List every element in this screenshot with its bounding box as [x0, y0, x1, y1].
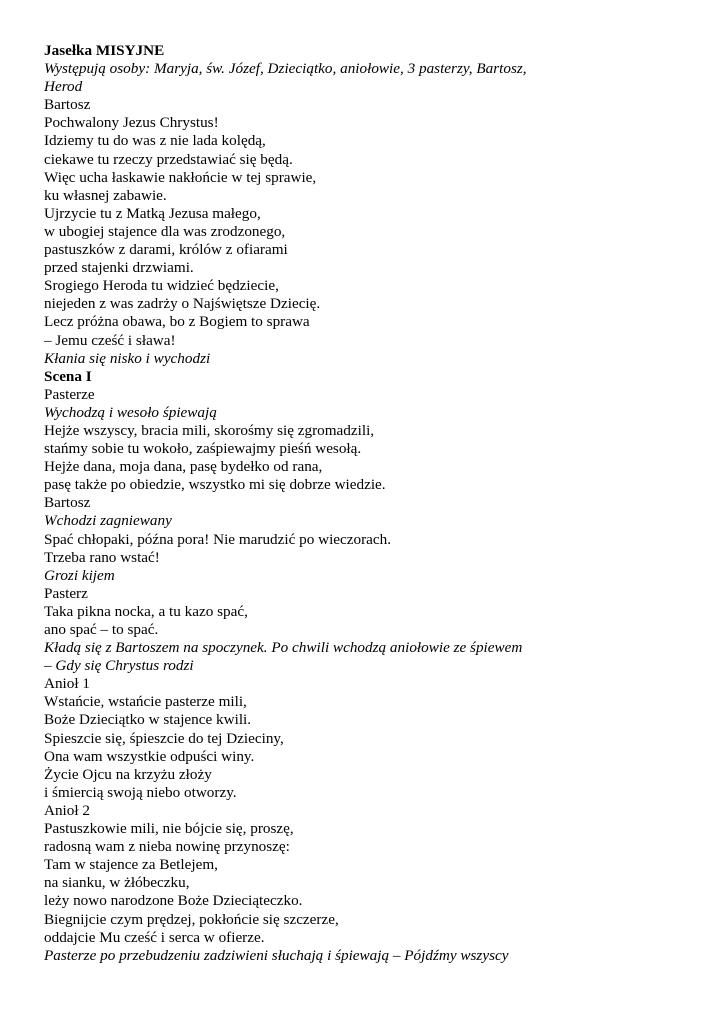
- text-line: i śmiercią swoją niebo otworzy.: [44, 783, 237, 801]
- text-line: Idziemy tu do was z nie lada kolędą,: [44, 132, 266, 150]
- text-line: radosną wam z nieba nowinę przynoszę:: [44, 838, 290, 856]
- text-line: na sianku, w żłóbeczku,: [44, 874, 190, 892]
- text-line: Wychodzą i wesoło śpiewają: [44, 403, 217, 421]
- scene-heading: Scena I: [44, 367, 92, 385]
- text-line: przed stajenki drzwiami.: [44, 259, 194, 277]
- text-line: Występują osoby: Maryja, św. Józef, Dzieciątko, aniołowie, 3 pasterzy, Bartosz,: [44, 60, 527, 78]
- text-line: Pastuszkowie mili, nie bójcie się, proszę,: [44, 820, 294, 838]
- text-line: Trzeba rano wstać!: [44, 548, 160, 566]
- text-line: Hejże dana, moja dana, pasę bydełko od rana,: [44, 458, 323, 476]
- title-line: Jasełka MISYJNE: [44, 42, 165, 59]
- text-line: Wstańcie, wstańcie pasterze mili,: [44, 693, 247, 711]
- text-line: Bartosz: [44, 96, 91, 114]
- text-line: Lecz próżna obawa, bo z Bogiem to sprawa: [44, 313, 310, 331]
- text-line: Pochwalony Jezus Chrystus!: [44, 114, 219, 132]
- text-line: Pasterze: [44, 385, 95, 403]
- text-line: Tam w stajence za Betlejem,: [44, 856, 218, 874]
- text-line: Życie Ojcu na krzyżu złoży: [44, 765, 212, 783]
- text-line: niejeden z was zadrży o Najświętsze Dziecię.: [44, 295, 321, 313]
- text-line: pastuszków z darami, królów z ofiarami: [44, 241, 288, 259]
- text-line: Pasterze po przebudzeniu zadziwieni słuchają i śpiewają – Pójdźmy wszyscy: [44, 946, 509, 964]
- text-line: Ona wam wszystkie odpuści winy.: [44, 747, 255, 765]
- text-line: Boże Dzieciątko w stajence kwili.: [44, 711, 252, 729]
- document-page: [44, 42, 684, 965]
- text-line: leży nowo narodzone Boże Dzieciąteczko.: [44, 892, 303, 910]
- text-line: Taka pikna nocka, a tu kazo spać,: [44, 602, 248, 620]
- text-line: – Gdy się Chrystus rodzi: [44, 657, 194, 675]
- text-line: Srogiego Heroda tu widzieć będziecie,: [44, 277, 279, 295]
- text-line: Wchodzi zagniewany: [44, 512, 172, 530]
- text-line: – Jemu cześć i sława!: [44, 331, 176, 349]
- text-line: Biegnijcie czym prędzej, pokłońcie się szczerze,: [44, 910, 339, 928]
- text-line: Ujrzycie tu z Matką Jezusa małego,: [44, 204, 261, 222]
- text-line: Hejże wszyscy, bracia mili, skorośmy się zgromadzili,: [44, 421, 375, 439]
- text-line: Pasterz: [44, 584, 88, 602]
- text-line: stańmy sobie tu wokoło, zaśpiewajmy pieśń wesołą.: [44, 440, 362, 458]
- text-line: ku własnej zabawie.: [44, 186, 167, 204]
- text-line: Anioł 2: [44, 801, 90, 819]
- text-line: Kładą się z Bartoszem na spoczynek. Po chwili wchodzą aniołowie ze śpiewem: [44, 639, 523, 657]
- text-line: Kłania się nisko i wychodzi: [44, 349, 211, 367]
- text-line: Herod: [44, 78, 83, 96]
- text-line: oddajcie Mu cześć i serca w ofierze.: [44, 928, 265, 946]
- text-line: Grozi kijem: [44, 566, 115, 584]
- text-line: ciekawe tu rzeczy przedstawiać się będą.: [44, 150, 293, 168]
- text-line: Spieszcie się, śpieszcie do tej Dzieciny,: [44, 729, 284, 747]
- text-line: w ubogiej stajence dla was zrodzonego,: [44, 222, 286, 240]
- text-line: pasę także po obiedzie, wszystko mi się dobrze wiedzie.: [44, 476, 386, 494]
- text-line: ano spać – to spać.: [44, 621, 159, 638]
- text-line: Bartosz: [44, 494, 91, 512]
- text-line: Anioł 1: [44, 675, 90, 693]
- text-line: Więc ucha łaskawie nakłońcie w tej sprawie,: [44, 168, 317, 186]
- text-line: Spać chłopaki, późna pora! Nie marudzić po wieczorach.: [44, 530, 392, 548]
